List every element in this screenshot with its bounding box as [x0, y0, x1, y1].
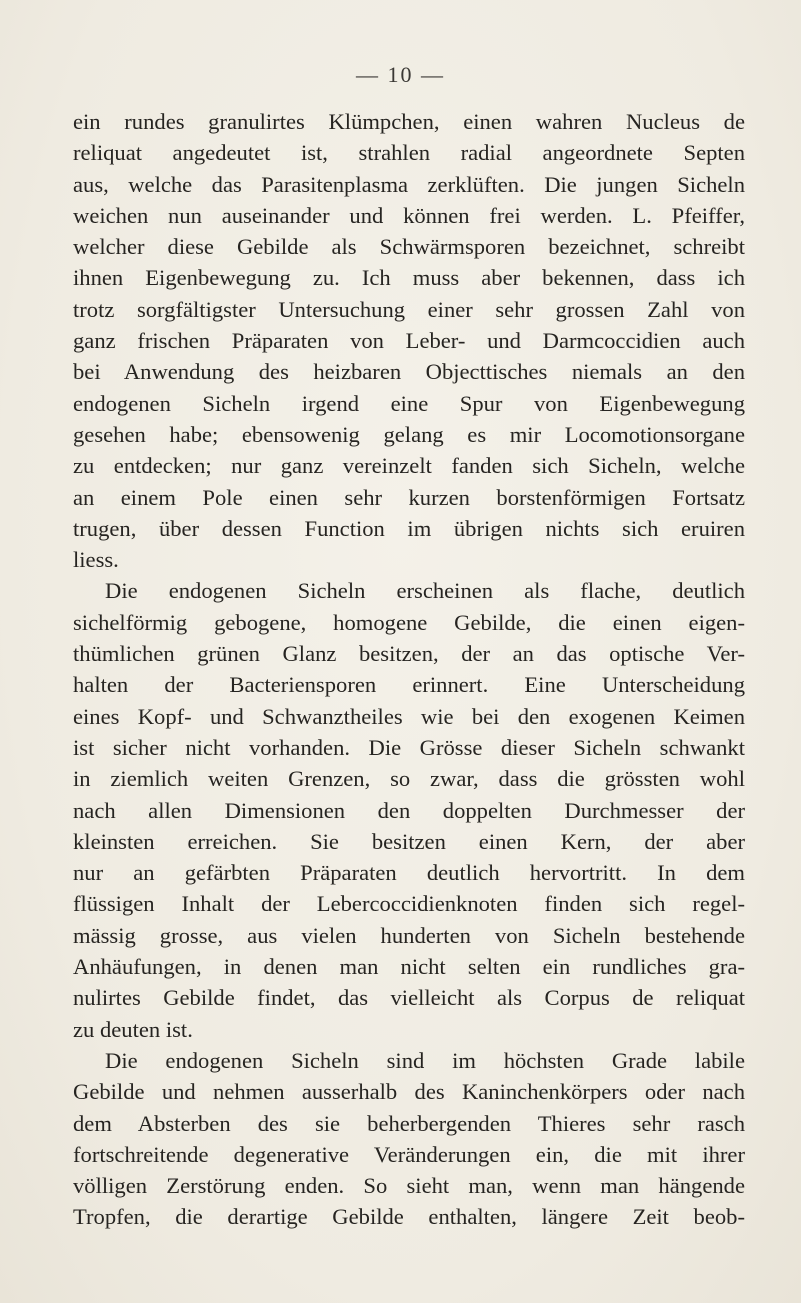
page-number: — 10 — — [356, 62, 445, 87]
text-line: bei Anwendung des heizbaren Objecttisches niemals an den — [73, 359, 745, 385]
text-line: reliquat angedeutet ist, strahlen radial angeordnete Septen — [73, 140, 745, 166]
text-line: völligen Zerstörung enden. So sieht man, wenn man hängende — [73, 1173, 745, 1199]
paragraph-end-line: liess. — [73, 547, 119, 573]
text-line: nulirtes Gebilde findet, das vielleicht als Corpus de reliquat — [73, 985, 745, 1011]
text-line: zu entdecken; nur ganz vereinzelt fanden sich Sicheln, welche — [73, 453, 745, 479]
text-line: in ziemlich weiten Grenzen, so zwar, dass die grössten wohl — [73, 766, 745, 792]
text-line: eines Kopf- und Schwanztheiles wie bei den exogenen Keimen — [73, 703, 745, 729]
text-line: sichelförmig gebogene, homogene Gebilde, die einen eigen- — [73, 609, 745, 635]
body-text — [73, 106, 745, 1233]
text-line: ist sicher nicht vorhanden. Die Grösse dieser Sicheln schwankt — [73, 734, 745, 760]
text-line: an einem Pole einen sehr kurzen borstenförmigen Fortsatz — [73, 484, 745, 510]
text-line: nur an gefärbten Präparaten deutlich hervortritt. In dem — [73, 860, 745, 886]
text-line: gesehen habe; ebensowenig gelang es mir Locomotionsorgane — [73, 421, 745, 447]
text-line: Anhäufungen, in denen man nicht selten ein rundliches gra- — [73, 954, 745, 980]
text-line: nach allen Dimensionen den doppelten Durchmesser der — [73, 797, 745, 823]
text-line: Tropfen, die derartige Gebilde enthalten, längere Zeit beob- — [73, 1204, 745, 1230]
text-line: ihnen Eigenbewegung zu. Ich muss aber bekennen, dass ich — [73, 265, 745, 291]
text-line: mässig grosse, aus vielen hunderten von Sicheln bestehende — [73, 922, 745, 948]
text-line: trotz sorgfältigster Untersuchung einer sehr grossen Zahl von — [73, 296, 745, 322]
text-line: weichen nun auseinander und können frei werden. L. Pfeiffer, — [73, 202, 745, 228]
text-line: kleinsten erreichen. Sie besitzen einen Kern, der aber — [73, 828, 745, 854]
text-line: endogenen Sicheln irgend eine Spur von Eigenbewegung — [73, 390, 745, 416]
paragraph-start-line: Die endogenen Sicheln sind im höchsten Grade labile — [105, 1047, 745, 1073]
paragraph-start-line: Die endogenen Sicheln erscheinen als flache, deutlich — [105, 578, 745, 604]
text-line: flüssigen Inhalt der Lebercoccidienknoten finden sich regel- — [73, 891, 745, 917]
text-line: thümlichen grünen Glanz besitzen, der an das optische Ver- — [73, 641, 745, 667]
text-line: dem Absterben des sie beherbergenden Thieres sehr rasch — [73, 1110, 745, 1136]
text-line: trugen, über dessen Function im übrigen nichts sich eruiren — [73, 515, 745, 541]
text-line: welcher diese Gebilde als Schwärmsporen bezeichnet, schreibt — [73, 234, 745, 260]
text-line: fortschreitende degenerative Veränderungen ein, die mit ihrer — [73, 1141, 745, 1167]
text-line: ein rundes granulirtes Klümpchen, einen wahren Nucleus de — [73, 109, 745, 134]
text-line: halten der Bacteriensporen erinnert. Eine Unterscheidung — [73, 672, 745, 698]
paragraph-end-line: zu deuten ist. — [73, 1016, 193, 1042]
text-line: aus, welche das Parasitenplasma zerklüften. Die jungen Sicheln — [73, 171, 745, 197]
text-line: Gebilde und nehmen ausserhalb des Kaninchenkörpers oder nach — [73, 1079, 745, 1105]
text-line: ganz frischen Präparaten von Leber- und Darmcoccidien auch — [73, 328, 745, 354]
